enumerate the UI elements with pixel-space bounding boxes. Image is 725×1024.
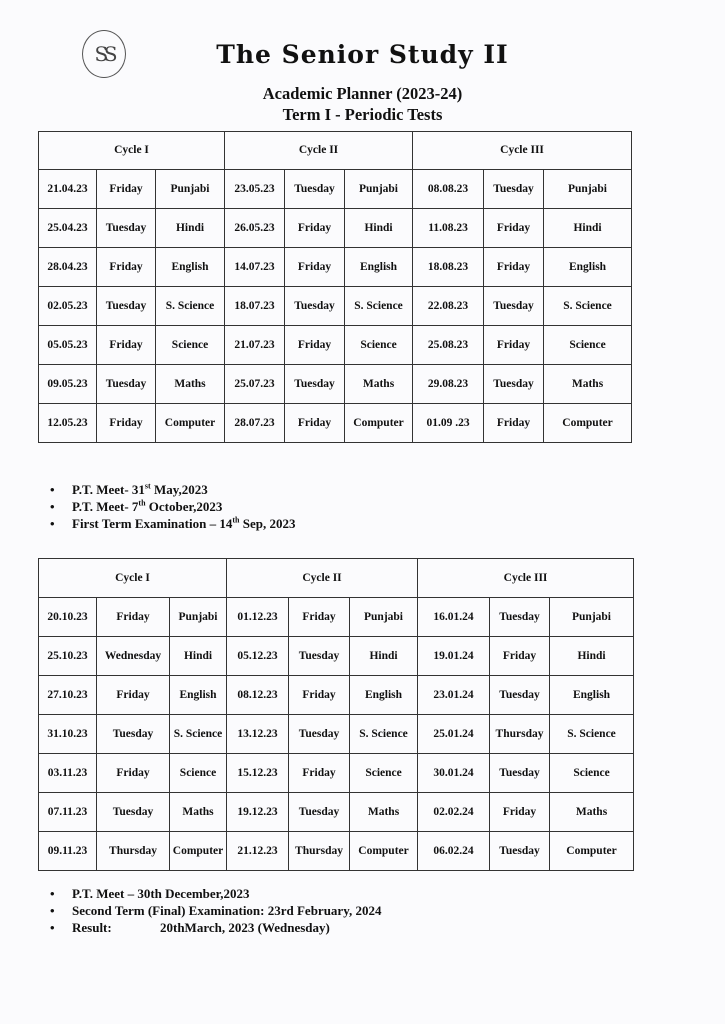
day-cell: Tuesday bbox=[484, 287, 544, 326]
subject-cell: S. Science bbox=[156, 287, 225, 326]
day-cell: Friday bbox=[484, 326, 544, 365]
cycle-header: Cycle II bbox=[227, 559, 418, 598]
day-cell: Tuesday bbox=[289, 793, 350, 832]
subject-cell: Science bbox=[156, 326, 225, 365]
table-row bbox=[39, 170, 632, 209]
cycle-header: Cycle III bbox=[418, 559, 634, 598]
date-cell: 15.12.23 bbox=[227, 754, 289, 793]
school-logo: SS bbox=[82, 30, 126, 78]
date-cell: 31.10.23 bbox=[39, 715, 97, 754]
subject-cell: Science bbox=[544, 326, 632, 365]
subject-cell: Science bbox=[345, 326, 413, 365]
subject-cell: Computer bbox=[345, 404, 413, 443]
date-cell: 25.07.23 bbox=[225, 365, 285, 404]
table-row bbox=[39, 209, 632, 248]
day-cell: Friday bbox=[97, 248, 156, 287]
date-cell: 27.10.23 bbox=[39, 676, 97, 715]
date-cell: 28.04.23 bbox=[39, 248, 97, 287]
date-cell: 30.01.24 bbox=[418, 754, 490, 793]
subject-cell: Computer bbox=[156, 404, 225, 443]
day-cell: Friday bbox=[285, 326, 345, 365]
day-cell: Thursday bbox=[289, 832, 350, 871]
subject-cell: Computer bbox=[544, 404, 632, 443]
subject-cell: Computer bbox=[550, 832, 634, 871]
day-cell: Tuesday bbox=[97, 365, 156, 404]
date-cell: 18.08.23 bbox=[413, 248, 484, 287]
date-cell: 14.07.23 bbox=[225, 248, 285, 287]
term-2-notes bbox=[50, 885, 381, 936]
date-cell: 07.11.23 bbox=[39, 793, 97, 832]
subject-cell: S. Science bbox=[170, 715, 227, 754]
day-cell: Tuesday bbox=[97, 715, 170, 754]
day-cell: Tuesday bbox=[484, 365, 544, 404]
subject-cell: English bbox=[550, 676, 634, 715]
day-cell: Friday bbox=[97, 676, 170, 715]
date-cell: 02.02.24 bbox=[418, 793, 490, 832]
subject-cell: Hindi bbox=[550, 637, 634, 676]
day-cell: Friday bbox=[289, 598, 350, 637]
subject-cell: Science bbox=[170, 754, 227, 793]
date-cell: 16.01.24 bbox=[418, 598, 490, 637]
date-cell: 25.04.23 bbox=[39, 209, 97, 248]
pt-meet-1-note: • P.T. Meet- 31st May,2023 bbox=[50, 481, 295, 498]
second-term-exam-note: • Second Term (Final) Examination: 23rd February, 2024 bbox=[50, 902, 381, 919]
subject-cell: Punjabi bbox=[170, 598, 227, 637]
subject-cell: Maths bbox=[550, 793, 634, 832]
day-cell: Friday bbox=[285, 248, 345, 287]
cycle-header-row bbox=[39, 132, 632, 170]
day-cell: Friday bbox=[490, 637, 550, 676]
subject-cell: Science bbox=[350, 754, 418, 793]
subject-cell: English bbox=[170, 676, 227, 715]
day-cell: Tuesday bbox=[484, 170, 544, 209]
day-cell: Tuesday bbox=[289, 637, 350, 676]
date-cell: 21.04.23 bbox=[39, 170, 97, 209]
subject-cell: Maths bbox=[544, 365, 632, 404]
schedule-table-term-2 bbox=[38, 558, 634, 871]
date-cell: 25.01.24 bbox=[418, 715, 490, 754]
subject-cell: Punjabi bbox=[544, 170, 632, 209]
date-cell: 09.11.23 bbox=[39, 832, 97, 871]
day-cell: Tuesday bbox=[285, 170, 345, 209]
subject-cell: S. Science bbox=[544, 287, 632, 326]
date-cell: 13.12.23 bbox=[227, 715, 289, 754]
subject-cell: Maths bbox=[170, 793, 227, 832]
day-cell: Friday bbox=[484, 248, 544, 287]
table-row bbox=[39, 248, 632, 287]
subject-cell: Punjabi bbox=[345, 170, 413, 209]
date-cell: 21.12.23 bbox=[227, 832, 289, 871]
cycle-header-row bbox=[39, 559, 634, 598]
date-cell: 08.08.23 bbox=[413, 170, 484, 209]
term-1-notes bbox=[50, 481, 295, 532]
schedule-table-term-1 bbox=[38, 131, 632, 443]
date-cell: 19.01.24 bbox=[418, 637, 490, 676]
day-cell: Friday bbox=[285, 209, 345, 248]
date-cell: 01.09 .23 bbox=[413, 404, 484, 443]
date-cell: 01.12.23 bbox=[227, 598, 289, 637]
day-cell: Tuesday bbox=[289, 715, 350, 754]
subject-cell: Punjabi bbox=[156, 170, 225, 209]
date-cell: 05.05.23 bbox=[39, 326, 97, 365]
date-cell: 06.02.24 bbox=[418, 832, 490, 871]
day-cell: Friday bbox=[97, 598, 170, 637]
subject-cell: Computer bbox=[170, 832, 227, 871]
date-cell: 09.05.23 bbox=[39, 365, 97, 404]
subject-cell: Hindi bbox=[170, 637, 227, 676]
table-row bbox=[39, 326, 632, 365]
date-cell: 23.05.23 bbox=[225, 170, 285, 209]
date-cell: 20.10.23 bbox=[39, 598, 97, 637]
subject-cell: Science bbox=[550, 754, 634, 793]
subject-cell: Hindi bbox=[544, 209, 632, 248]
day-cell: Friday bbox=[97, 404, 156, 443]
date-cell: 19.12.23 bbox=[227, 793, 289, 832]
day-cell: Tuesday bbox=[285, 287, 345, 326]
subject-cell: Hindi bbox=[350, 637, 418, 676]
table-row bbox=[39, 404, 632, 443]
subject-cell: Hindi bbox=[156, 209, 225, 248]
date-cell: 25.10.23 bbox=[39, 637, 97, 676]
table-row bbox=[39, 832, 634, 871]
date-cell: 25.08.23 bbox=[413, 326, 484, 365]
pt-meet-3-note: • P.T. Meet – 30th December,2023 bbox=[50, 885, 381, 902]
day-cell: Tuesday bbox=[490, 598, 550, 637]
day-cell: Friday bbox=[490, 793, 550, 832]
date-cell: 11.08.23 bbox=[413, 209, 484, 248]
table-row bbox=[39, 365, 632, 404]
day-cell: Tuesday bbox=[490, 754, 550, 793]
day-cell: Thursday bbox=[490, 715, 550, 754]
table-row bbox=[39, 598, 634, 637]
subject-cell: Maths bbox=[156, 365, 225, 404]
cycle-header: Cycle III bbox=[413, 132, 632, 170]
day-cell: Friday bbox=[484, 209, 544, 248]
date-cell: 03.11.23 bbox=[39, 754, 97, 793]
day-cell: Friday bbox=[285, 404, 345, 443]
planner-title: Academic Planner (2023-24) bbox=[262, 84, 463, 103]
date-cell: 22.08.23 bbox=[413, 287, 484, 326]
date-cell: 29.08.23 bbox=[413, 365, 484, 404]
day-cell: Friday bbox=[289, 676, 350, 715]
subject-cell: English bbox=[544, 248, 632, 287]
date-cell: 05.12.23 bbox=[227, 637, 289, 676]
day-cell: Tuesday bbox=[97, 793, 170, 832]
day-cell: Tuesday bbox=[490, 832, 550, 871]
day-cell: Wednesday bbox=[97, 637, 170, 676]
day-cell: Tuesday bbox=[285, 365, 345, 404]
day-cell: Tuesday bbox=[97, 287, 156, 326]
date-cell: 23.01.24 bbox=[418, 676, 490, 715]
date-cell: 08.12.23 bbox=[227, 676, 289, 715]
date-cell: 28.07.23 bbox=[225, 404, 285, 443]
table-row bbox=[39, 637, 634, 676]
subject-cell: Punjabi bbox=[550, 598, 634, 637]
day-cell: Thursday bbox=[97, 832, 170, 871]
subject-cell: English bbox=[156, 248, 225, 287]
first-term-exam-note: • First Term Examination – 14th Sep, 2023 bbox=[50, 515, 295, 532]
day-cell: Friday bbox=[289, 754, 350, 793]
subject-cell: Maths bbox=[345, 365, 413, 404]
day-cell: Friday bbox=[97, 326, 156, 365]
table-row bbox=[39, 793, 634, 832]
day-cell: Tuesday bbox=[97, 209, 156, 248]
subject-cell: S. Science bbox=[345, 287, 413, 326]
table-row bbox=[39, 287, 632, 326]
cycle-header: Cycle I bbox=[39, 559, 227, 598]
day-cell: Tuesday bbox=[490, 676, 550, 715]
subject-cell: Maths bbox=[350, 793, 418, 832]
day-cell: Friday bbox=[97, 754, 170, 793]
table-row bbox=[39, 715, 634, 754]
cycle-header: Cycle II bbox=[225, 132, 413, 170]
subject-cell: S. Science bbox=[350, 715, 418, 754]
day-cell: Friday bbox=[97, 170, 156, 209]
term-title: Term I - Periodic Tests bbox=[282, 105, 443, 124]
school-name: The Senior Study II bbox=[216, 40, 509, 69]
date-cell: 18.07.23 bbox=[225, 287, 285, 326]
table-row bbox=[39, 754, 634, 793]
subject-cell: English bbox=[350, 676, 418, 715]
pt-meet-2-note: • P.T. Meet- 7th October,2023 bbox=[50, 498, 295, 515]
date-cell: 21.07.23 bbox=[225, 326, 285, 365]
date-cell: 12.05.23 bbox=[39, 404, 97, 443]
date-cell: 02.05.23 bbox=[39, 287, 97, 326]
result-note: • Result: 20thMarch, 2023 (Wednesday) bbox=[50, 919, 381, 936]
cycle-header: Cycle I bbox=[39, 132, 225, 170]
table-row bbox=[39, 676, 634, 715]
date-cell: 26.05.23 bbox=[225, 209, 285, 248]
day-cell: Friday bbox=[484, 404, 544, 443]
subject-cell: S. Science bbox=[550, 715, 634, 754]
subject-cell: Computer bbox=[350, 832, 418, 871]
subject-cell: Punjabi bbox=[350, 598, 418, 637]
subject-cell: Hindi bbox=[345, 209, 413, 248]
subject-cell: English bbox=[345, 248, 413, 287]
